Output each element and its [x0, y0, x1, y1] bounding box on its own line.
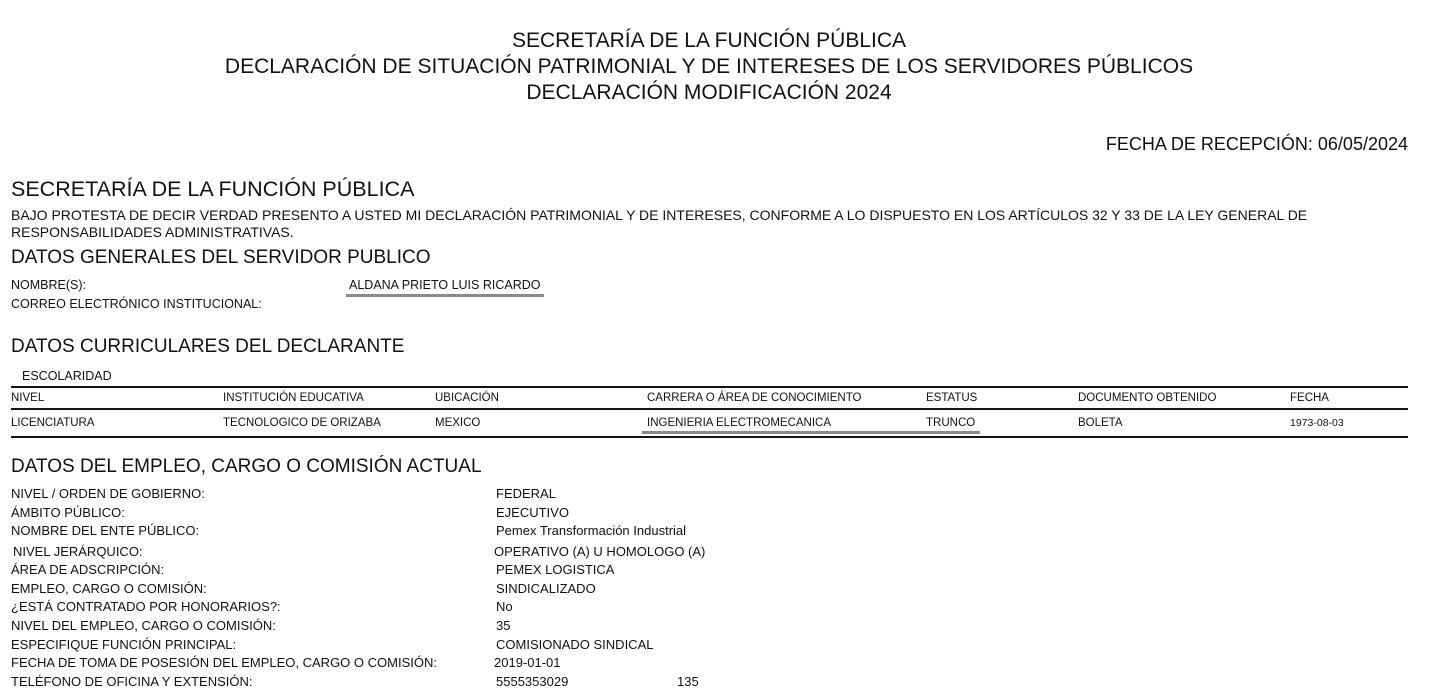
section-title-general-data: DATOS GENERALES DEL SERVIDOR PUBLICO	[11, 247, 431, 268]
cell-date: 1973-08-03	[1290, 417, 1344, 429]
header-declaration-type: DECLARACIÓN MODIFICACIÓN 2024	[526, 81, 892, 104]
field-label: ÁREA DE ADSCRIPCIÓN:	[11, 562, 165, 577]
field-value: 2019-01-01	[494, 655, 561, 670]
field-label: NIVEL DEL EMPLEO, CARGO O COMISIÓN:	[11, 618, 276, 633]
field-value: OPERATIVO (A) U HOMOLOGO (A)	[494, 544, 706, 559]
column-header-institution: INSTITUCIÓN EDUCATIVA	[223, 392, 364, 404]
section-title-curricular: DATOS CURRICULARES DEL DECLARANTE	[11, 336, 405, 357]
field-label: EMPLEO, CARGO O COMISIÓN:	[11, 581, 207, 596]
field-value: EJECUTIVO	[496, 505, 569, 520]
field-government-level	[11, 486, 1011, 504]
column-header-date: FECHA	[1290, 392, 1329, 404]
reception-date-value: 06/05/2024	[1317, 134, 1408, 154]
field-value: COMISIONADO SINDICAL	[496, 637, 654, 652]
column-header-document: DOCUMENTO OBTENIDO	[1078, 392, 1217, 404]
field-public-scope	[11, 505, 1011, 523]
field-value: No	[496, 599, 513, 614]
cell-status: TRUNCO	[926, 417, 976, 429]
field-label: TELÉFONO DE OFICINA Y EXTENSIÓN:	[11, 674, 253, 689]
field-label: NIVEL JERÁRQUICO:	[13, 544, 143, 559]
header-declaration-title: DECLARACIÓN DE SITUACIÓN PATRIMONIAL Y DE INTERESES DE LOS SERVIDORES PÚBLICOS	[224, 55, 1194, 78]
table-header-row	[11, 387, 1408, 409]
field-position	[11, 581, 1011, 599]
header-institution: SECRETARÍA DE LA FUNCIÓN PÚBLICA	[511, 29, 907, 52]
column-header-career: CARRERA O ÁREA DE CONOCIMIENTO	[647, 392, 862, 404]
field-hierarchical-level	[11, 544, 1011, 562]
name-value-wrapper	[346, 278, 544, 297]
field-value: FEDERAL	[496, 486, 556, 501]
field-office-phone	[11, 674, 1011, 692]
section-title-employment: DATOS DEL EMPLEO, CARGO O COMISIÓN ACTUAL	[11, 456, 482, 477]
field-label: ESPECIFIQUE FUNCIÓN PRINCIPAL:	[11, 637, 237, 652]
field-fee-contract	[11, 599, 1011, 617]
field-public-entity	[11, 523, 1011, 541]
field-label: ¿ESTÁ CONTRATADO POR HONORARIOS?:	[11, 599, 281, 614]
field-main-function	[11, 637, 1011, 655]
field-label: FECHA DE TOMA DE POSESIÓN DEL EMPLEO, CARGO O COMISIÓN:	[11, 655, 437, 670]
field-label: NIVEL / ORDEN DE GOBIERNO:	[11, 486, 205, 501]
reception-date	[1106, 134, 1408, 155]
cell-institution: TECNOLOGICO DE ORIZABA	[223, 417, 381, 429]
document-header	[0, 28, 1418, 106]
field-value: PEMEX LOGISTICA	[496, 562, 615, 577]
field-assignment-area	[11, 562, 1011, 580]
field-position-level	[11, 618, 1011, 636]
phone-number: 5555353029	[496, 674, 569, 689]
cell-document: BOLETA	[1078, 417, 1123, 429]
field-value: 35	[496, 618, 511, 633]
field-start-date	[11, 655, 1011, 673]
cell-career: INGENIERIA ELECTROMECANICA	[647, 417, 832, 429]
schooling-subtitle: ESCOLARIDAD	[22, 369, 112, 383]
column-header-location: UBICACIÓN	[435, 392, 499, 404]
reception-date-label: FECHA DE RECEPCIÓN:	[1105, 134, 1313, 154]
section-title-institution: SECRETARÍA DE LA FUNCIÓN PÚBLICA	[11, 177, 415, 201]
phone-extension: 135	[677, 674, 699, 689]
field-label: NOMBRE DEL ENTE PÚBLICO:	[11, 523, 200, 538]
email-label: CORREO ELECTRÓNICO INSTITUCIONAL:	[11, 297, 262, 311]
cell-level: LICENCIATURA	[11, 417, 95, 429]
field-value: Pemex Transformación Industrial	[496, 523, 687, 538]
name-label: NOMBRE(S):	[11, 278, 86, 292]
column-header-level: NIVEL	[11, 392, 45, 404]
field-label: ÁMBITO PÚBLICO:	[11, 505, 125, 520]
name-value: ALDANA PRIETO LUIS RICARDO	[346, 278, 544, 297]
cell-location: MEXICO	[435, 417, 481, 429]
protest-statement: BAJO PROTESTA DE DECIR VERDAD PRESENTO A USTED MI DECLARACIÓN PATRIMONIAL Y DE INTERESES, CONFORME A LO DISPUESTO EN LOS ARTÍCULOS 32 Y 33 DE LA LEY GENERAL DE RESPONSABILIDADES ADMINISTRATIVAS.	[11, 207, 1308, 240]
column-header-status: ESTATUS	[926, 392, 978, 404]
field-value: SINDICALIZADO	[496, 581, 596, 596]
highlight-bar	[642, 431, 980, 434]
